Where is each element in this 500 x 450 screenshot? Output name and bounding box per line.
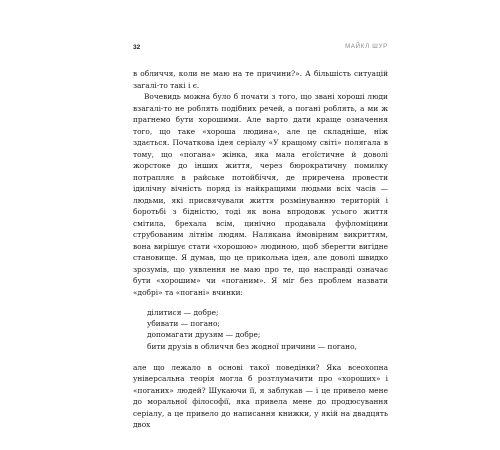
running-head-author: МАЙКЛ ШУР <box>345 44 388 50</box>
body-text <box>133 68 388 431</box>
list-item: бити друзів в обличчя без жодної причини — погано, <box>147 341 357 351</box>
actions-list <box>147 307 388 352</box>
paragraph-3: але що лежало в основі такої поведінки? Яка всеохопна універсальна теорія могла б розтлумачити про «хороших» і «поганих» людей? Шукаючи її, я заблукав — і це привело мене до моральної філософії, яка привела мене до продюсування серіалу, а це привело до написання книжки, у якій на двадцять двох <box>133 362 388 430</box>
paragraph-1: в обличчя, коли не маю на те причини?». А більшість ситуацій загалі-то такі і є. <box>133 69 388 90</box>
page-number: 32 <box>133 44 141 51</box>
paragraph-2: Вочевидь можна було б почати з того, що звані хороші люди взагалі-то не роблять подібних речей, а погані роблять, а ми ж прагнемо бути хорошими. Але варто дати краще означення того, що таке «хороша людина», але це складніше, ніж здається. Початкова ідея серіалу «У кращому світі» полягала в тому, що «погана» жінка, яка мала егоїстичне й доволі жорстоке до інших життя, через бюрократичну помилку потрапляє в райське потойбіччя, де приречена провести ідилічну вічність поряд із найкращими людьми всіх часів — людьми, які присвячували життя розмінуванню територій і боротьбі з бідністю, тоді як вона впродовж усього життя смітила, брехала всім, цинічно продавала фуфломіцини струбованим літнім людям. Налякана ймовірним викриттям, вона вирішує стати «хорошою» людиною, щоб зберегти вигідне становище. Я думав, що це прикольна ідея, але доволі швидко зрозумів, що уявлення не маю про те, що насправді означає бути «хорошим» чи «поганим». Я міг без проблем назвати «добрі» та «погані» вчинки: <box>133 92 388 297</box>
list-item: ділитися — добре; <box>147 308 219 317</box>
page-header <box>133 44 388 56</box>
list-item: допомагати друзям — добре; <box>147 330 261 340</box>
book-page <box>133 44 388 431</box>
list-item: убивати — погано; <box>147 319 220 329</box>
